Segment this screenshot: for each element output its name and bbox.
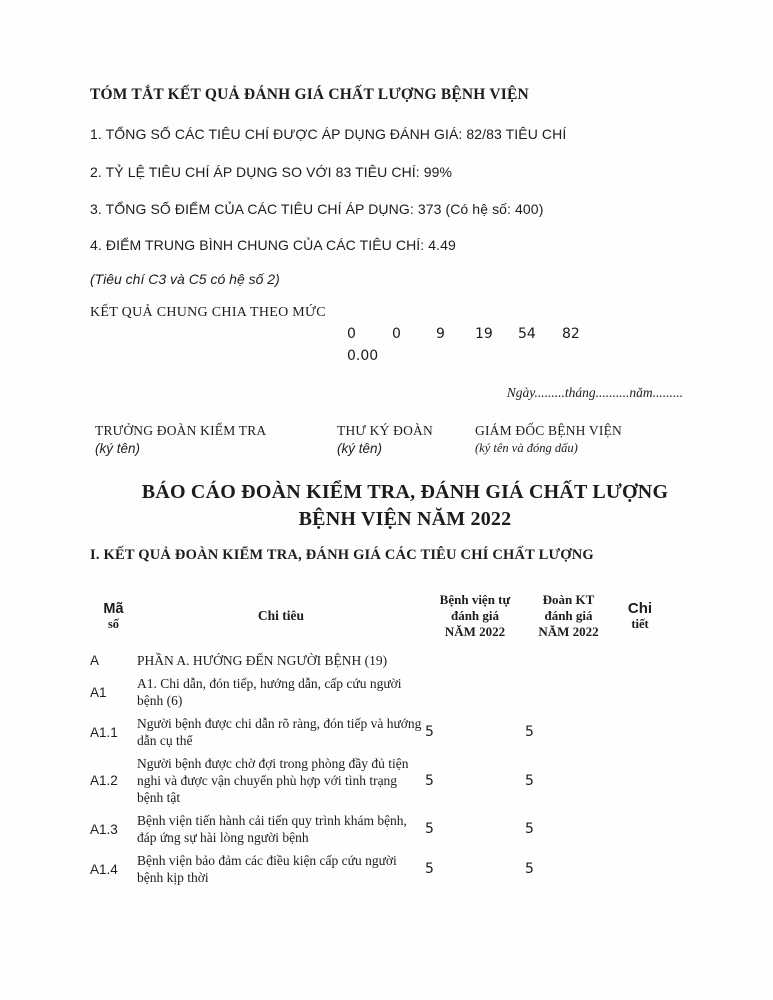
row-code: A1.2 — [90, 773, 118, 788]
row-detail — [612, 672, 668, 712]
row-detail — [612, 712, 668, 752]
signature-title: THƯ KÝ ĐOÀN — [337, 423, 433, 438]
level-value-4: 19 — [475, 326, 493, 342]
header-team-line2: đánh giá — [544, 608, 593, 623]
row-team-score: 5 — [525, 821, 534, 837]
row-team-score: 5 — [525, 772, 534, 789]
row-detail — [612, 752, 668, 809]
level-results-label: KẾT QUẢ CHUNG CHIA THEO MỨC — [90, 305, 326, 320]
row-detail — [612, 809, 668, 849]
row-code: A — [90, 653, 100, 668]
row-code: A1.1 — [90, 724, 118, 740]
header-criteria: Chi tiêu — [257, 608, 305, 623]
level-results-values — [0, 326, 773, 346]
header-code-line1: Mã — [103, 600, 124, 617]
summary-item-2: 2. TỶ LỆ TIÊU CHÍ ÁP DỤNG SO VỚI 83 TIÊU CHÍ: 99% — [90, 164, 453, 180]
header-detail-line2: tiết — [631, 616, 649, 631]
column-header-criteria — [137, 583, 425, 649]
header-team-line3: NĂM 2022 — [538, 624, 599, 639]
header-code-line2: số — [107, 616, 120, 631]
header-self-line1: Bệnh viện tự — [439, 592, 511, 607]
level-value-6: 82 — [562, 326, 580, 342]
row-code: A1.3 — [90, 821, 118, 837]
row-team-score: 5 — [525, 861, 534, 877]
row-label: Bệnh viện tiến hành cải tiến quy trình khám bệnh, đáp ứng sự hài lòng người bệnh — [137, 813, 407, 845]
row-detail — [612, 849, 668, 889]
summary-item-4: 4. ĐIỂM TRUNG BÌNH CHUNG CỦA CÁC TIÊU CHÍ: 4.49 — [90, 237, 456, 253]
row-team-score — [525, 649, 612, 672]
signature-subtitle: (ký tên) — [95, 441, 141, 456]
header-self-line2: đánh giá — [450, 608, 500, 623]
row-self-score — [425, 649, 525, 672]
row-detail — [612, 649, 668, 672]
level-average-value: 0.00 — [347, 348, 379, 364]
column-header-inspection-team-assessment — [525, 583, 612, 649]
row-self-score: 5 — [425, 821, 434, 837]
row-self-score: 5 — [425, 772, 434, 789]
column-header-detail — [612, 583, 668, 649]
level-value-5: 54 — [518, 326, 536, 342]
summary-title: TÓM TẮT KẾT QUẢ ĐÁNH GIÁ CHẤT LƯỢNG BỆNH VIỆN — [90, 86, 529, 103]
level-value-3: 9 — [436, 326, 445, 342]
report-title-line2: BỆNH VIỆN NĂM 2022 — [298, 508, 512, 530]
row-label: A1. Chi dẫn, đón tiếp, hướng dẫn, cấp cứu người bệnh (6) — [137, 676, 402, 708]
summary-item-1: 1. TỔNG SỐ CÁC TIÊU CHÍ ĐƯỢC ÁP DỤNG ĐÁNH GIÁ: 82/83 TIÊU CHÍ — [90, 126, 567, 142]
row-self-score: 5 — [425, 724, 434, 740]
signature-title: GIÁM ĐỐC BỆNH VIỆN — [475, 423, 622, 438]
row-label: Người bệnh được chờ đợi trong phòng đầy đủ tiện nghi và được vận chuyển phù hợp với tình trạng bệnh tật — [137, 756, 409, 805]
row-label: Bệnh viện bảo đảm các điều kiện cấp cứu người bệnh kịp thời — [137, 853, 397, 885]
row-label: PHẦN A. HƯỚNG ĐẾN NGƯỜI BỆNH (19) — [137, 653, 388, 668]
signature-hospital-director — [475, 423, 622, 456]
signature-subtitle: (ký tên và đóng dấu) — [475, 441, 578, 455]
header-self-line3: NĂM 2022 — [444, 624, 506, 639]
level-value-1: 0 — [347, 326, 356, 342]
report-title — [75, 479, 735, 533]
coefficient-note: (Tiêu chí C3 và C5 có hệ số 2) — [90, 271, 280, 287]
section-heading: I. KẾT QUẢ ĐOÀN KIỂM TRA, ĐÁNH GIÁ CÁC TIÊU CHÍ CHẤT LƯỢNG — [90, 547, 594, 563]
signature-team-secretary — [337, 423, 433, 456]
row-code: A1.4 — [90, 861, 118, 877]
summary-item-3: 3. TỔNG SỐ ĐIỂM CỦA CÁC TIÊU CHÍ ÁP DỤNG: 373 (Có hệ số: 400) — [90, 201, 544, 217]
criteria-table — [90, 583, 668, 889]
signature-title: TRƯỞNG ĐOÀN KIỂM TRA — [95, 423, 267, 438]
row-self-score — [425, 672, 525, 712]
report-title-line1: BÁO CÁO ĐOÀN KIỂM TRA, ĐÁNH GIÁ CHẤT LƯỢNG — [141, 481, 669, 503]
signature-inspection-team-leader — [95, 423, 266, 456]
row-team-score — [525, 672, 612, 712]
level-value-2: 0 — [392, 326, 401, 342]
header-detail-line1: Chi — [627, 599, 653, 617]
date-line: Ngày.........tháng..........năm......... — [506, 385, 683, 400]
signature-subtitle: (ký tên) — [337, 441, 383, 456]
row-label: Người bệnh được chi dẫn rõ ràng, đón tiếp và hướng dẫn cụ thể — [137, 716, 422, 748]
row-self-score: 5 — [425, 861, 434, 877]
column-header-code — [90, 583, 137, 649]
header-team-line1: Đoàn KT — [542, 592, 595, 607]
row-team-score: 5 — [525, 724, 534, 740]
row-code: A1 — [90, 684, 107, 700]
column-header-hospital-self-assessment — [425, 583, 525, 649]
